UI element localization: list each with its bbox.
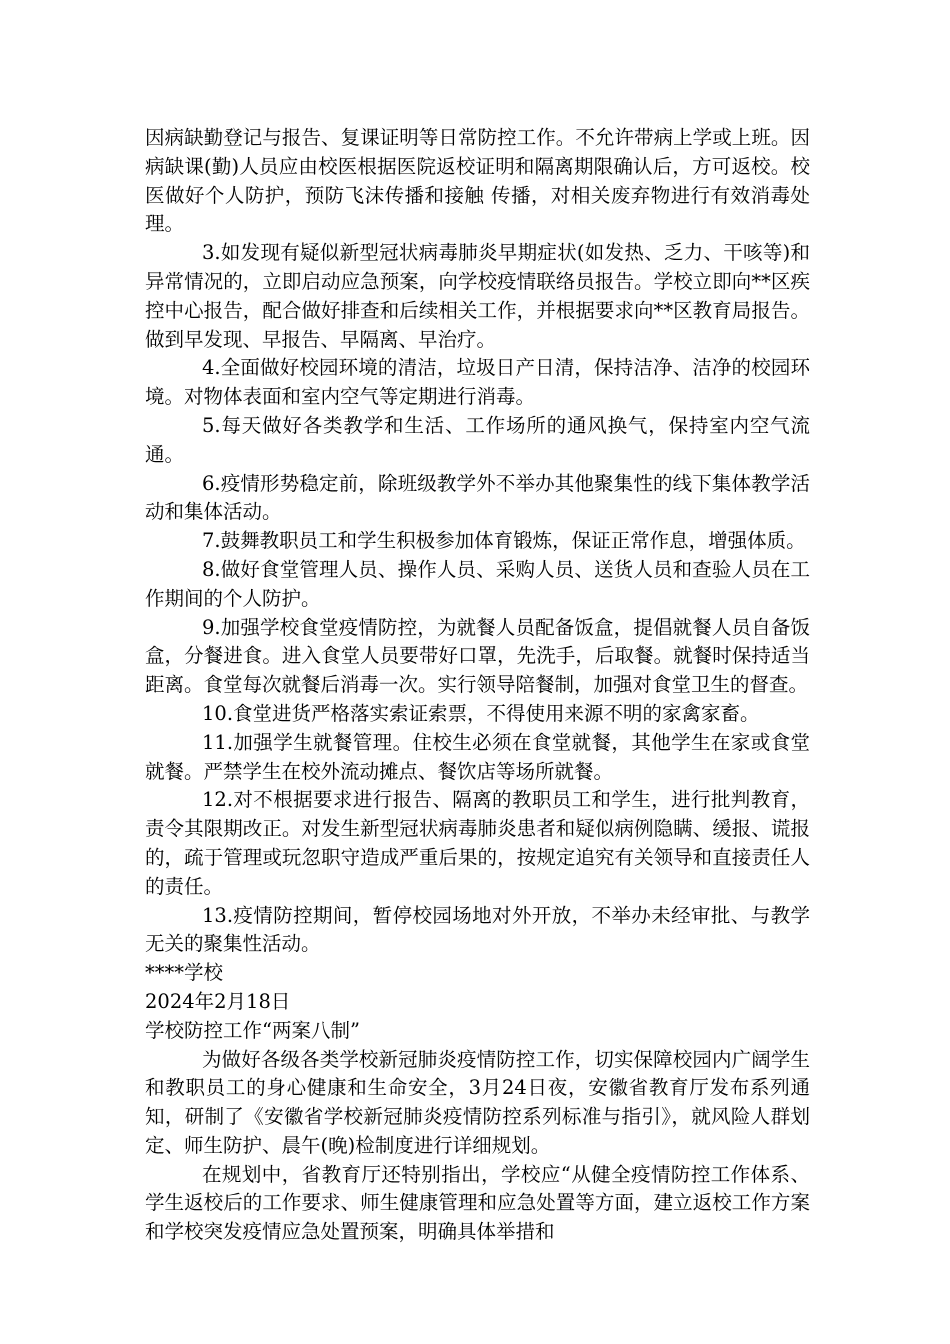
paragraph-item-3: 3.如发现有疑似新型冠状病毒肺炎早期症状(如发热、乏力、干咳等)和异常情况的，立即启动应急预案，向学校疫情联络员报告。学校立即向**区疾控中心报告，配合做好排查和后续相关工作，并根据要求向**区教育局报告。做到早发现、早报告、早隔离、早治疗。: [145, 241, 810, 351]
signature-date: 2024年2月18日: [145, 989, 291, 1013]
paragraph-plan: 在规划中，省教育厅还特别指出，学校应“从健全疫情防控工作体系、学生返校后的工作要求、师生健康管理和应急处置等方面，建立返校工作方案和学校突发疫情应急处置预案，明确具体举措和: [145, 1162, 810, 1244]
paragraph-item-9: 9.加强学校食堂疫情防控，为就餐人员配备饭盒，提倡就餐人员自备饭盒，分餐进食。进入食堂人员要带好口罩，先洗手，后取餐。就餐时保持适当距离。食堂每次就餐后消毒一次。实行领导陪餐制，加强对食堂卫生的督查。: [145, 615, 810, 697]
document-page: [145, 124, 810, 1247]
paragraph-continuation: 因病缺勤登记与报告、复课证明等日常防控工作。不允许带病上学或上班。因病缺课(勤)人员应由校医根据医院返校证明和隔离期限确认后，方可返校。校医做好个人防护，预防飞沫传播和接触 传播，对相关废弃物进行有效消毒处理。: [145, 126, 810, 236]
signature-school: ****学校: [145, 961, 224, 985]
paragraph-intro: 为做好各级各类学校新冠肺炎疫情防控工作，切实保障校园内广阔学生和教职员工的身心健康和生命安全，3月24日夜，安徽省教育厅发布系列通知，研制了《安徽省学校新冠肺炎疫情防控系列标准与指引》，就风险人群划定、师生防护、晨午(晚)检制度进行详细规划。: [145, 1047, 810, 1157]
paragraph-item-10: 10.食堂进货严格落实索证索票，不得使用来源不明的家禽家畜。: [202, 701, 760, 725]
paragraph-item-6: 6.疫情形势稳定前，除班级教学外不举办其他聚集性的线下集体教学活动和集体活动。: [145, 471, 810, 524]
paragraph-item-5: 5.每天做好各类教学和生活、工作场所的通风换气，保持室内空气流通。: [145, 413, 810, 466]
paragraph-item-12: 12.对不根据要求进行报告、隔离的教职员工和学生，进行批判教育，责令其限期改正。对发生新型冠状病毒肺炎患者和疑似病例隐瞒、缓报、谎报的，疏于管理或玩忽职守造成严重后果的，按规定追究有关领导和直接责任人的责任。: [145, 788, 810, 898]
paragraph-item-7: 7.鼓舞教职员工和学生积极参加体育锻炼，保证正常作息，增强体质。: [202, 529, 806, 553]
section-title: 学校防控工作“两案八制”: [145, 1018, 360, 1042]
paragraph-item-4: 4.全面做好校园环境的清洁，垃圾日产日清，保持洁净、洁净的校园环境。对物体表面和室内空气等定期进行消毒。: [145, 356, 810, 409]
paragraph-item-11: 11.加强学生就餐管理。住校生必须在食堂就餐，其他学生在家或食堂就餐。严禁学生在校外流动摊点、餐饮店等场所就餐。: [145, 730, 810, 783]
paragraph-item-13: 13.疫情防控期间，暂停校园场地对外开放，不举办未经审批、与教学无关的聚集性活动。: [145, 903, 810, 956]
paragraph-item-8: 8.做好食堂管理人员、操作人员、采购人员、送货人员和查验人员在工作期间的个人防护。: [145, 557, 810, 610]
